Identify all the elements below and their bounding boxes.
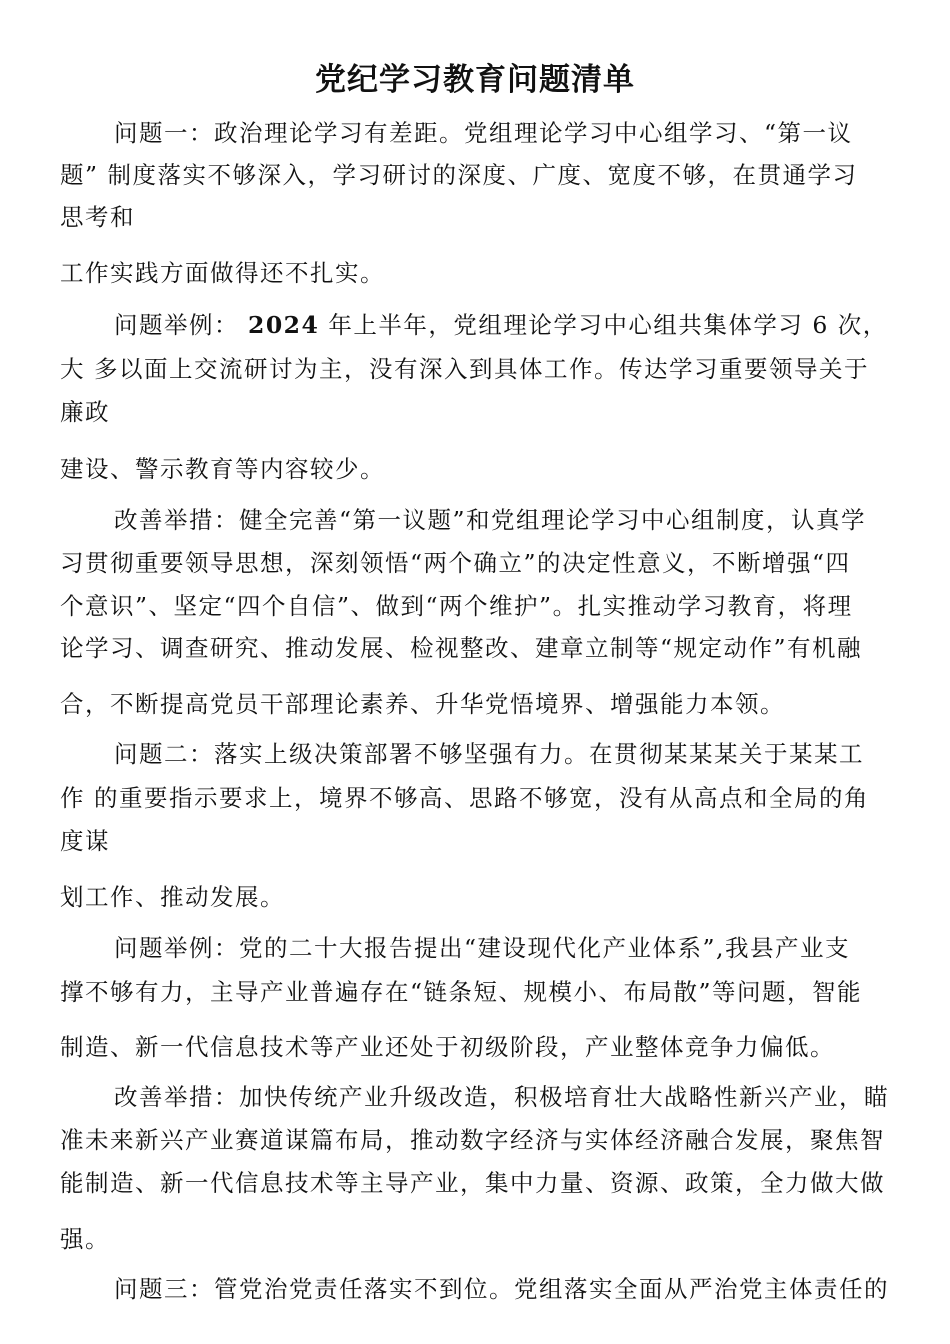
- paragraph-5-line-1: 问题举例：党的二十大报告提出“建设现代化产业体系”,我县产业支: [114, 934, 850, 962]
- paragraph-1-line-3: 思考和: [60, 203, 135, 231]
- paragraph-5-line-3: 制造、新一代信息技术等产业还处于初级阶段，产业整体竞争力偏低。: [60, 1033, 835, 1061]
- paragraph-4-line-3: 度谋: [60, 827, 110, 855]
- paragraph-2-lead: 问题举例：: [114, 311, 248, 339]
- paragraph-2-line-3: 廉政: [60, 398, 110, 426]
- paragraph-4-line-4: 划工作、推动发展。: [60, 883, 285, 911]
- paragraph-3-line-2: 习贯彻重要领导思想，深刻领悟“两个确立”的决定性意义，不断增强“四: [60, 549, 851, 577]
- paragraph-6-line-2: 准未来新兴产业赛道谋篇布局，推动数字经济与实体经济融合发展，聚焦智: [60, 1126, 885, 1154]
- paragraph-3-line-4: 论学习、调查研究、推动发展、检视整改、建章立制等“规定动作”有机融: [60, 634, 863, 662]
- paragraph-2-line-4: 建设、警示教育等内容较少。: [60, 455, 385, 483]
- paragraph-2-line-1-rest: 年上半年，党组理论学习中心组共集体学习 6 次，: [319, 311, 888, 339]
- paragraph-1-line-2: 题” 制度落实不够深入，学习研讨的深度、广度、宽度不够，在贯通学习: [60, 161, 858, 189]
- paragraph-6-line-3: 能制造、新一代信息技术等主导产业，集中力量、资源、政策，全力做大做: [60, 1169, 885, 1197]
- paragraph-2-year: 2024: [247, 311, 320, 339]
- paragraph-2-line-1: [114, 309, 888, 341]
- paragraph-3-line-5: 合，不断提高党员干部理论素养、升华党悟境界、增强能力本领。: [60, 690, 785, 718]
- paragraph-1-line-1: 问题一：政治理论学习有差距。党组理论学习中心组学习、“第一议: [114, 119, 853, 147]
- paragraph-4-line-1: 问题二：落实上级决策部署不够坚强有力。在贯彻某某某关于某某工: [114, 740, 864, 768]
- paragraph-3-line-1: 改善举措：健全完善“第一议题”和党组理论学习中心组制度，认真学: [114, 506, 867, 534]
- paragraph-1-line-4: 工作实践方面做得还不扎实。: [60, 259, 385, 287]
- paragraph-5-line-2: 撑不够有力，主导产业普遍存在“链条短、规模小、布局散”等问题，智能: [60, 978, 863, 1006]
- paragraph-3-line-3: 个意识”、坚定“四个自信”、做到“两个维护”。扎实推动学习教育，将理: [60, 592, 853, 620]
- paragraph-6-line-4: 强。: [60, 1225, 110, 1253]
- paragraph-4-line-2: 作 的重要指示要求上，境界不够高、思路不够宽，没有从高点和全局的角: [60, 784, 869, 812]
- paragraph-7-line-1: 问题三：管党治党责任落实不到位。党组落实全面从严治党主体责任的: [114, 1275, 889, 1303]
- paragraph-6-line-1: 改善举措：加快传统产业升级改造，积极培育壮大战略性新兴产业，瞄: [114, 1083, 889, 1111]
- paragraph-2-line-2: 大 多以面上交流研讨为主，没有深入到具体工作。传达学习重要领导关于: [60, 355, 869, 383]
- document-title: 党纪学习教育问题清单: [315, 62, 635, 98]
